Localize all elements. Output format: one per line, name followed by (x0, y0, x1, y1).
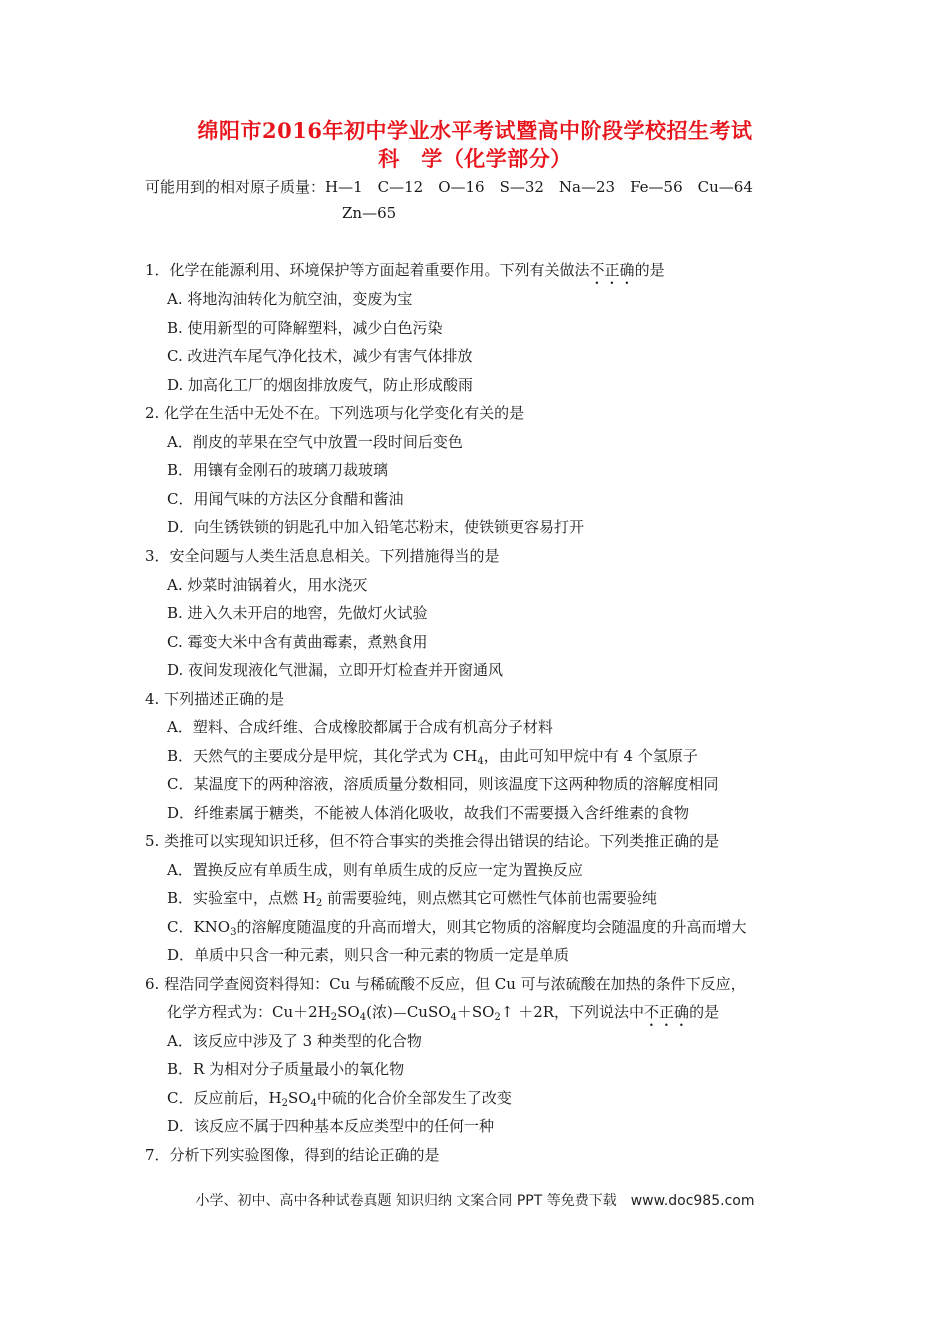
question-5-stem: 5. 类推可以实现知识迁移，但不符合事实的类推会得出错误的结论。下列类推正确的是 (145, 832, 720, 850)
emphasis-not-correct: 不正确 (589, 261, 635, 279)
question-6-stem: 6. 程浩同学查阅资料得知：Cu 与稀硫酸不反应，但 Cu 可与浓硫酸在加热的条件下反应， (145, 975, 746, 993)
question-4-option-c: C．某温度下的两种溶液，溶质质量分数相同，则该温度下这两种物质的溶解度相同 (167, 775, 719, 793)
question-5-option-a: A．置换反应有单质生成，则有单质生成的反应一定为置换反应 (167, 861, 583, 879)
question-3-option-d: D. 夜间发现液化气泄漏，立即开灯检查并开窗通风 (167, 661, 504, 679)
heating-mark (394, 1013, 406, 1014)
question-2-option-b: B．用镶有金刚石的玻璃刀裁玻璃 (167, 461, 389, 479)
question-6-option-b: B．R 为相对分子质量最小的氧化物 (167, 1060, 405, 1078)
question-3-option-a: A. 炒菜时油锅着火，用水浇灭 (167, 576, 368, 594)
atomic-masses: 可能用到的相对原子质量：H—1 C—12 O—16 S—32 Na—23 Fe—56 Cu—64 (145, 178, 753, 196)
question-3-option-b: B. 进入久未开启的地窖，先做灯火试验 (167, 604, 428, 622)
question-3-option-c: C. 霉变大米中含有黄曲霉素，煮熟食用 (167, 633, 428, 651)
exam-title: 绵阳市2016年初中学业水平考试暨高中阶段学校招生考试 (197, 118, 753, 143)
question-6-option-d: D．该反应不属于四种基本反应类型中的任何一种 (167, 1117, 495, 1135)
question-1-option-d: D. 加高化工厂的烟囱排放废气，防止形成酸雨 (167, 376, 474, 394)
question-6-option-a: A．该反应中涉及了 3 种类型的化合物 (167, 1032, 422, 1050)
footer-text: 小学、初中、高中各种试卷真题 知识归纳 文案合同 PPT 等免费下载 www.doc985.com (195, 1193, 755, 1209)
question-5-option-b: B．实验室中，点燃 $H_2$ 前需要验纯，则点燃其它可燃性气体前也需要验纯 (167, 889, 658, 909)
question-2-option-a: A．削皮的苹果在空气中放置一段时间后变色 (167, 433, 463, 451)
question-6-option-c: C．反应前后，$H_2SO_4$中硫的化合价全部发生了改变 (167, 1089, 512, 1109)
atomic-masses-continued: Zn—65 (342, 204, 397, 222)
question-4-option-d: D．纤维素属于糖类，不能被人体消化吸收，故我们不需要摄入含纤维素的食物 (167, 804, 690, 822)
question-5-option-d: D．单质中只含一种元素，则只含一种元素的物质一定是单质 (167, 946, 570, 964)
question-1-option-b: B. 使用新型的可降解塑料，减少白色污染 (167, 319, 443, 337)
question-5-option-c: C．$KNO_3$的溶解度随温度的升高而增大，则其它物质的溶解度均会随温度的升高而增大 (167, 918, 747, 938)
question-2-option-c: C．用闻气味的方法区分食醋和酱油 (167, 490, 404, 508)
question-6-equation: 化学方程式为：$Cu+2H_2SO_4$(浓) $CuSO_4+SO_2↑ +2R$，下列说法中不正确的是 (167, 1003, 720, 1023)
exam-subtitle: 科 学（化学部分） (378, 146, 572, 171)
question-4-stem: 4. 下列描述正确的是 (145, 690, 285, 708)
question-1-stem: 1．化学在能源利用、环境保护等方面起着重要作用。下列有关做法不正确的是 (145, 261, 665, 279)
question-3-stem: 3．安全问题与人类生活息息相关。下列措施得当的是 (145, 547, 500, 565)
question-7-stem: 7．分析下列实验图像，得到的结论正确的是 (145, 1146, 440, 1164)
question-4-option-a: A．塑料、合成纤维、合成橡胶都属于合成有机高分子材料 (167, 718, 553, 736)
question-1-option-a: A. 将地沟油转化为航空油，变废为宝 (167, 290, 413, 308)
question-2-stem: 2. 化学在生活中无处不在。下列选项与化学变化有关的是 (145, 404, 525, 422)
question-2-option-d: D．向生锈铁锁的钥匙孔中加入铅笔芯粉末，使铁锁更容易打开 (167, 518, 585, 536)
question-1-option-c: C. 改进汽车尾气净化技术，减少有害气体排放 (167, 347, 473, 365)
question-4-option-b: B．天然气的主要成分是甲烷，其化学式为 $CH_4$，由此可知甲烷中有 4 个氢原子 (167, 747, 698, 767)
emphasis-not-correct: 不正确 (644, 1003, 690, 1021)
